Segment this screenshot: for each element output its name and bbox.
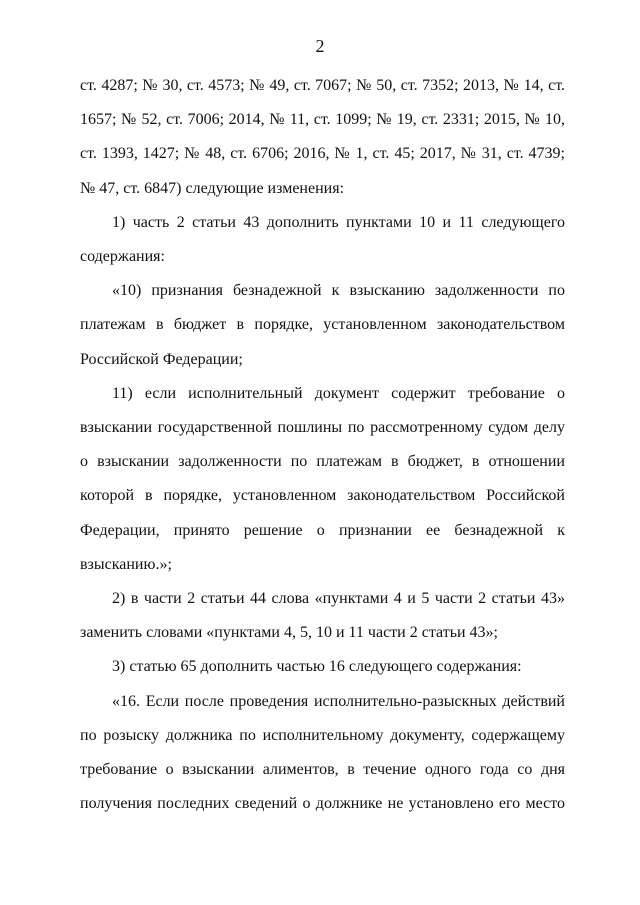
page-number: 2 bbox=[315, 36, 325, 56]
paragraph-item-11: 11) если исполнительный документ содержит требование о взыскании государственной пошлины по рассмотренному судом делу о взыскании задолженности по платежам в бюджет, в отношении которой в порядке, установленном законодательством Российской Федерации, принято решение о признании ее безнадежной к взысканию.»; bbox=[80, 384, 565, 573]
document-body bbox=[80, 69, 565, 821]
paragraph-part-16: «16. Если после проведения исполнительно-разыскных действий по розыску должника по исполнительному документу, содержащему требование о взыскании алиментов, в течение одного года со дня получения последних сведений о должнике не установлено его место bbox=[80, 692, 565, 813]
paragraph-amendment-1: 1) часть 2 статьи 43 дополнить пунктами 10 и 11 следующего содержания: bbox=[80, 213, 565, 266]
paragraph-item-10: «10) признания безнадежной к взысканию задолженности по платежам в бюджет в порядке, установленном законодательством Российской Федерации; bbox=[80, 282, 565, 368]
paragraph-amendment-3: 3) статью 65 дополнить частью 16 следующего содержания: bbox=[112, 658, 522, 676]
paragraph-legal-references: ст. 4287; № 30, ст. 4573; № 49, ст. 7067; № 50, ст. 7352; 2013, № 14, ст. 1657; № 52, ст. 7006; 2014, № 11, ст. 1099; № 19, ст. 2331; 2015, № 10, ст. 1393, 1427; № 48, ст. 6706; 2016, № 1, ст. 45; 2017, № 31, ст. 4739; № 47, ст. 6847) следующие изменения: bbox=[80, 77, 565, 197]
paragraph-amendment-2: 2) в части 2 статьи 44 слова «пунктами 4 и 5 части 2 статьи 43» заменить словами «пунктами 4, 5, 10 и 11 части 2 статьи 43»; bbox=[80, 590, 565, 642]
